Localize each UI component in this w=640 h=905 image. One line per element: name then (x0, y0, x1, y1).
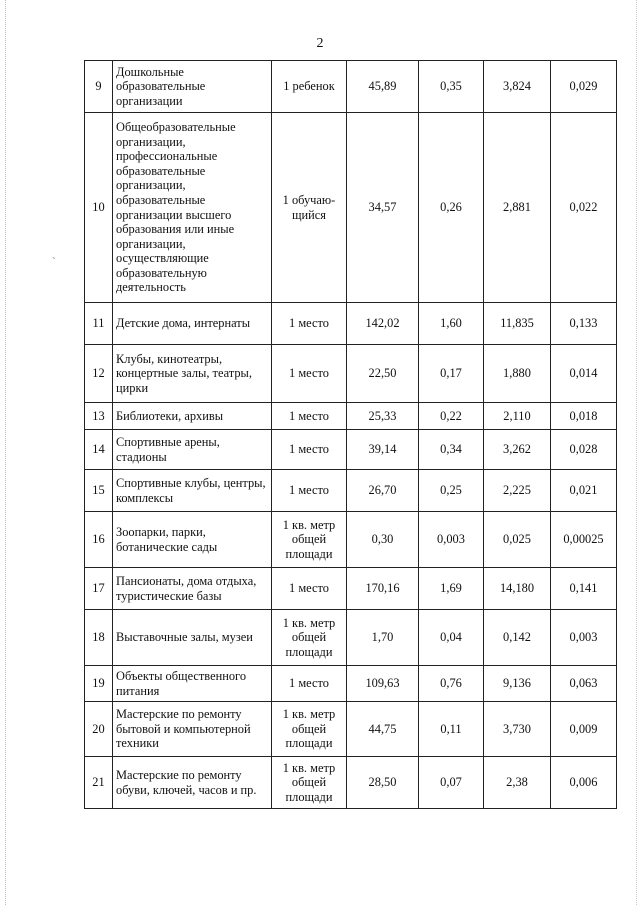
row-number: 12 (85, 345, 113, 403)
value-col-4: 0,00025 (551, 512, 617, 568)
row-number: 19 (85, 666, 113, 702)
row-number: 11 (85, 303, 113, 345)
row-number: 17 (85, 568, 113, 610)
value-col-2: 0,35 (419, 61, 484, 113)
value-col-4: 0,029 (551, 61, 617, 113)
value-col-4: 0,003 (551, 610, 617, 666)
scan-edge-right (636, 0, 637, 905)
value-col-1: 1,70 (347, 610, 419, 666)
value-col-2: 0,11 (419, 702, 484, 757)
table-row (85, 568, 617, 610)
value-col-2: 0,22 (419, 403, 484, 430)
value-col-2: 0,26 (419, 113, 484, 303)
unit-of-measure: 1 место (272, 345, 347, 403)
value-col-3: 3,824 (484, 61, 551, 113)
value-col-4: 0,014 (551, 345, 617, 403)
value-col-2: 0,17 (419, 345, 484, 403)
table-row (85, 470, 617, 512)
unit-of-measure: 1 место (272, 568, 347, 610)
value-col-1: 22,50 (347, 345, 419, 403)
value-col-2: 1,60 (419, 303, 484, 345)
value-col-3: 2,225 (484, 470, 551, 512)
value-col-3: 0,025 (484, 512, 551, 568)
unit-of-measure: 1 место (272, 403, 347, 430)
value-col-3: 2,881 (484, 113, 551, 303)
table-row (85, 666, 617, 702)
unit-of-measure: 1 место (272, 303, 347, 345)
value-col-4: 0,006 (551, 757, 617, 809)
unit-of-measure: 1 кв. метр общей площади (272, 610, 347, 666)
table-row (85, 512, 617, 568)
value-col-3: 2,110 (484, 403, 551, 430)
facility-name: Клубы, кинотеатры, концертные залы, театры, цирки (113, 345, 272, 403)
value-col-1: 44,75 (347, 702, 419, 757)
value-col-4: 0,063 (551, 666, 617, 702)
value-col-1: 0,30 (347, 512, 419, 568)
facility-name: Спортивные клубы, центры, комплексы (113, 470, 272, 512)
facility-name: Спортивные арены, стадионы (113, 430, 272, 470)
value-col-1: 34,57 (347, 113, 419, 303)
value-col-3: 14,180 (484, 568, 551, 610)
row-number: 20 (85, 702, 113, 757)
facility-name: Общеобразовательные организации, профессиональные образовательные организации, образовательные организации высшего образования или иные организации, осуществляющие образовательную деятельность (113, 113, 272, 303)
value-col-1: 142,02 (347, 303, 419, 345)
row-number: 15 (85, 470, 113, 512)
table-row (85, 303, 617, 345)
unit-of-measure: 1 место (272, 430, 347, 470)
facility-name: Выставочные залы, музеи (113, 610, 272, 666)
table-row (85, 610, 617, 666)
value-col-1: 170,16 (347, 568, 419, 610)
value-col-2: 0,34 (419, 430, 484, 470)
value-col-3: 0,142 (484, 610, 551, 666)
table-row (85, 61, 617, 113)
value-col-2: 0,25 (419, 470, 484, 512)
unit-of-measure: 1 кв. метр общей площади (272, 512, 347, 568)
value-col-2: 0,07 (419, 757, 484, 809)
unit-of-measure: 1 ребенок (272, 61, 347, 113)
value-col-2: 0,04 (419, 610, 484, 666)
value-col-1: 28,50 (347, 757, 419, 809)
unit-of-measure: 1 кв. метр общей площади (272, 702, 347, 757)
value-col-2: 1,69 (419, 568, 484, 610)
facility-name: Библиотеки, архивы (113, 403, 272, 430)
table-row (85, 430, 617, 470)
value-col-4: 0,021 (551, 470, 617, 512)
scan-edge-left (5, 0, 6, 905)
unit-of-measure: 1 кв. метр общей площади (272, 757, 347, 809)
value-col-1: 45,89 (347, 61, 419, 113)
value-col-4: 0,133 (551, 303, 617, 345)
page-number: 2 (316, 36, 324, 51)
row-number: 14 (85, 430, 113, 470)
row-number: 13 (85, 403, 113, 430)
table-body (85, 61, 617, 809)
tariff-table (84, 60, 617, 809)
unit-of-measure: 1 обучаю-щийся (272, 113, 347, 303)
value-col-2: 0,003 (419, 512, 484, 568)
value-col-1: 25,33 (347, 403, 419, 430)
table-row (85, 702, 617, 757)
facility-name: Дошкольные образовательные организации (113, 61, 272, 113)
value-col-3: 1,880 (484, 345, 551, 403)
value-col-3: 9,136 (484, 666, 551, 702)
table-row (85, 403, 617, 430)
value-col-4: 0,009 (551, 702, 617, 757)
facility-name: Детские дома, интернаты (113, 303, 272, 345)
value-col-3: 3,730 (484, 702, 551, 757)
row-number: 21 (85, 757, 113, 809)
value-col-1: 109,63 (347, 666, 419, 702)
value-col-1: 39,14 (347, 430, 419, 470)
value-col-4: 0,141 (551, 568, 617, 610)
unit-of-measure: 1 место (272, 470, 347, 512)
facility-name: Мастерские по ремонту бытовой и компьютерной техники (113, 702, 272, 757)
table-row (85, 113, 617, 303)
value-col-1: 26,70 (347, 470, 419, 512)
value-col-4: 0,018 (551, 403, 617, 430)
value-col-4: 0,022 (551, 113, 617, 303)
table-row (85, 345, 617, 403)
facility-name: Мастерские по ремонту обуви, ключей, часов и пр. (113, 757, 272, 809)
facility-name: Объекты общественного питания (113, 666, 272, 702)
scan-speck: ` (52, 256, 56, 268)
row-number: 18 (85, 610, 113, 666)
facility-name: Зоопарки, парки, ботанические сады (113, 512, 272, 568)
table-row (85, 757, 617, 809)
value-col-3: 3,262 (484, 430, 551, 470)
value-col-4: 0,028 (551, 430, 617, 470)
value-col-3: 11,835 (484, 303, 551, 345)
facility-name: Пансионаты, дома отдыха, туристические базы (113, 568, 272, 610)
value-col-2: 0,76 (419, 666, 484, 702)
row-number: 9 (85, 61, 113, 113)
row-number: 16 (85, 512, 113, 568)
unit-of-measure: 1 место (272, 666, 347, 702)
value-col-3: 2,38 (484, 757, 551, 809)
row-number: 10 (85, 113, 113, 303)
